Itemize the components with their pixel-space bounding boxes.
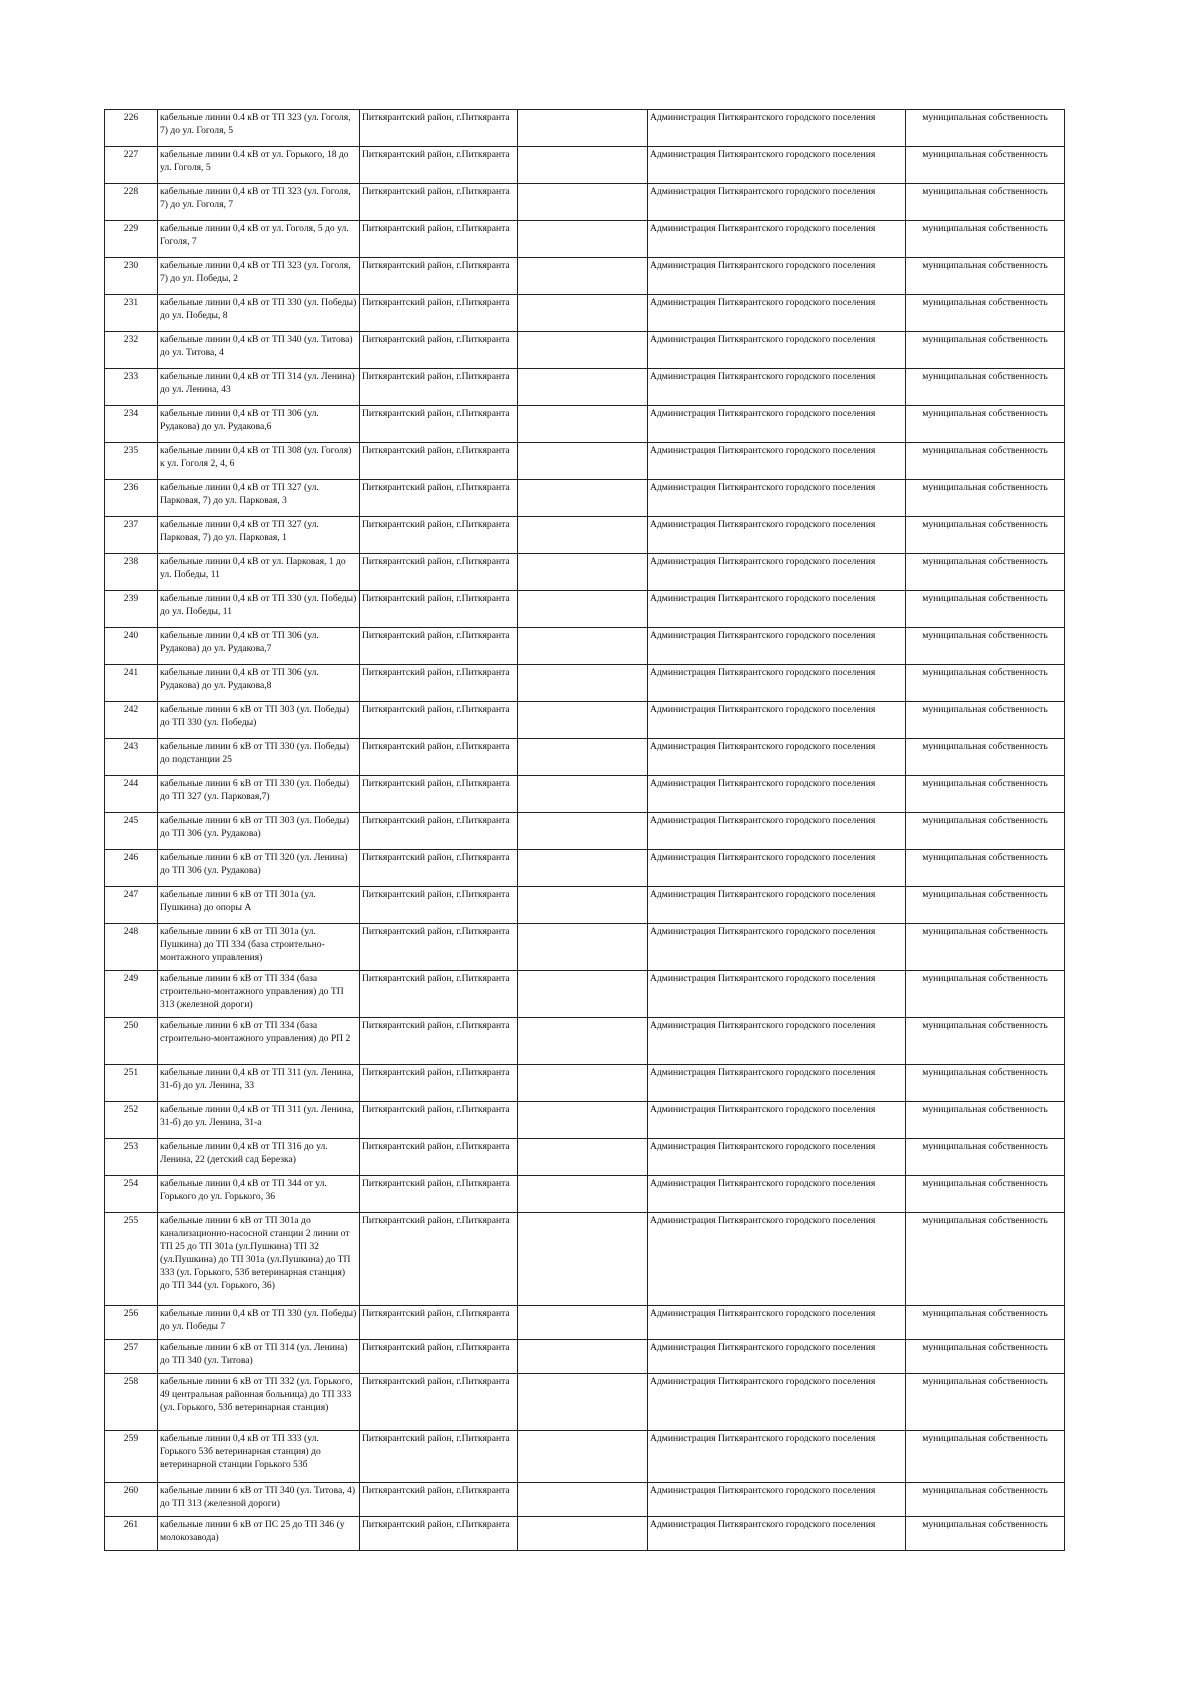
table-row	[105, 1139, 1065, 1176]
ownership-type-cell: муниципальная собственность	[906, 295, 1065, 332]
row-number-cell: 257	[105, 1340, 158, 1374]
ownership-type-cell: муниципальная собственность	[906, 1065, 1065, 1102]
row-number-cell: 247	[105, 887, 158, 924]
characteristics-cell	[518, 110, 648, 147]
object-description-cell: кабельные линии 0,4 кВ от ТП 308 (ул. Гоголя) к ул. Гоголя 2, 4, 6	[158, 443, 360, 480]
characteristics-cell	[518, 924, 648, 971]
table-row	[105, 971, 1065, 1018]
ownership-type-cell: муниципальная собственность	[906, 184, 1065, 221]
ownership-type-cell: муниципальная собственность	[906, 850, 1065, 887]
object-address-cell: Питкярантский район, г.Питкяранта	[360, 221, 518, 258]
ownership-type-cell: муниципальная собственность	[906, 221, 1065, 258]
table-row	[105, 443, 1065, 480]
rights-holder-cell: Администрация Питкярантского городского поселения	[648, 1483, 906, 1517]
row-number-cell: 230	[105, 258, 158, 295]
row-number-cell: 244	[105, 776, 158, 813]
rights-holder-cell: Администрация Питкярантского городского поселения	[648, 221, 906, 258]
object-description-cell: кабельные линии 6 кВ от ТП 320 (ул. Ленина) до ТП 306 (ул. Рудакова)	[158, 850, 360, 887]
row-number-cell: 241	[105, 665, 158, 702]
row-number-cell: 229	[105, 221, 158, 258]
row-number-cell: 248	[105, 924, 158, 971]
ownership-type-cell: муниципальная собственность	[906, 887, 1065, 924]
object-address-cell: Питкярантский район, г.Питкяранта	[360, 1517, 518, 1551]
characteristics-cell	[518, 1374, 648, 1431]
object-address-cell: Питкярантский район, г.Питкяранта	[360, 739, 518, 776]
ownership-type-cell: муниципальная собственность	[906, 665, 1065, 702]
row-number-cell: 227	[105, 147, 158, 184]
object-address-cell: Питкярантский район, г.Питкяранта	[360, 110, 518, 147]
characteristics-cell	[518, 258, 648, 295]
object-address-cell: Питкярантский район, г.Питкяранта	[360, 517, 518, 554]
object-description-cell: кабельные линии 0,4 кВ от ТП 306 (ул. Рудакова) до ул. Рудакова,6	[158, 406, 360, 443]
characteristics-cell	[518, 295, 648, 332]
object-address-cell: Питкярантский район, г.Питкяранта	[360, 147, 518, 184]
object-description-cell: кабельные линии 0,4 кВ от ТП 306 (ул. Рудакова) до ул. Рудакова,7	[158, 628, 360, 665]
table-row	[105, 850, 1065, 887]
rights-holder-cell: Администрация Питкярантского городского поселения	[648, 702, 906, 739]
object-description-cell: кабельные линии 6 кВ от ПС 25 до ТП 346 (у молокозавода)	[158, 1517, 360, 1551]
object-description-cell: кабельные линии 0.4 кВ от ТП 323 (ул. Гоголя, 7) до ул. Гоголя, 5	[158, 110, 360, 147]
object-address-cell: Питкярантский район, г.Питкяранта	[360, 887, 518, 924]
object-address-cell: Питкярантский район, г.Питкяранта	[360, 1340, 518, 1374]
characteristics-cell	[518, 591, 648, 628]
characteristics-cell	[518, 517, 648, 554]
characteristics-cell	[518, 1483, 648, 1517]
object-description-cell: кабельные линии 6 кВ от ТП 301а (ул. Пушкина) до ТП 334 (база строительно-монтажного управления)	[158, 924, 360, 971]
table-row	[105, 1065, 1065, 1102]
rights-holder-cell: Администрация Питкярантского городского поселения	[648, 887, 906, 924]
rights-holder-cell: Администрация Питкярантского городского поселения	[648, 184, 906, 221]
table-row	[105, 665, 1065, 702]
ownership-type-cell: муниципальная собственность	[906, 776, 1065, 813]
row-number-cell: 228	[105, 184, 158, 221]
ownership-type-cell: муниципальная собственность	[906, 1213, 1065, 1306]
row-number-cell: 232	[105, 332, 158, 369]
ownership-type-cell: муниципальная собственность	[906, 1176, 1065, 1213]
characteristics-cell	[518, 1431, 648, 1483]
object-address-cell: Питкярантский район, г.Питкяранта	[360, 406, 518, 443]
object-description-cell: кабельные линии 0,4 кВ от ТП 330 (ул. Победы) до ул. Победы 7	[158, 1306, 360, 1340]
object-address-cell: Питкярантский район, г.Питкяранта	[360, 1065, 518, 1102]
ownership-type-cell: муниципальная собственность	[906, 554, 1065, 591]
registry-table-body	[105, 110, 1065, 1551]
characteristics-cell	[518, 628, 648, 665]
table-row	[105, 1374, 1065, 1431]
ownership-type-cell: муниципальная собственность	[906, 1431, 1065, 1483]
rights-holder-cell: Администрация Питкярантского городского поселения	[648, 591, 906, 628]
characteristics-cell	[518, 184, 648, 221]
rights-holder-cell: Администрация Питкярантского городского поселения	[648, 406, 906, 443]
characteristics-cell	[518, 971, 648, 1018]
table-row	[105, 295, 1065, 332]
object-address-cell: Питкярантский район, г.Питкяранта	[360, 1483, 518, 1517]
rights-holder-cell: Администрация Питкярантского городского поселения	[648, 628, 906, 665]
rights-holder-cell: Администрация Питкярантского городского поселения	[648, 971, 906, 1018]
rights-holder-cell: Администрация Питкярантского городского поселения	[648, 1340, 906, 1374]
object-description-cell: кабельные линии 0,4 кВ от ТП 316 до ул. Ленина, 22 (детский сад Березка)	[158, 1139, 360, 1176]
object-description-cell: кабельные линии 0,4 кВ от ТП 344 от ул. Горького до ул. Горького, 36	[158, 1176, 360, 1213]
ownership-type-cell: муниципальная собственность	[906, 1102, 1065, 1139]
object-description-cell: кабельные линии 0,4 кВ от ТП 323 (ул. Гоголя, 7) до ул. Гоголя, 7	[158, 184, 360, 221]
table-row	[105, 258, 1065, 295]
row-number-cell: 237	[105, 517, 158, 554]
rights-holder-cell: Администрация Питкярантского городского поселения	[648, 517, 906, 554]
object-description-cell: кабельные линии 0,4 кВ от ул. Парковая, 1 до ул. Победы, 11	[158, 554, 360, 591]
object-description-cell: кабельные линии 0,4 кВ от ул. Гоголя, 5 до ул. Гоголя, 7	[158, 221, 360, 258]
characteristics-cell	[518, 406, 648, 443]
table-row	[105, 1517, 1065, 1551]
characteristics-cell	[518, 1340, 648, 1374]
object-address-cell: Питкярантский район, г.Питкяранта	[360, 554, 518, 591]
object-description-cell: кабельные линии 6 кВ от ТП 334 (база строительно-монтажного управления) до РП 2	[158, 1018, 360, 1065]
row-number-cell: 249	[105, 971, 158, 1018]
characteristics-cell	[518, 1018, 648, 1065]
row-number-cell: 259	[105, 1431, 158, 1483]
characteristics-cell	[518, 1139, 648, 1176]
rights-holder-cell: Администрация Питкярантского городского поселения	[648, 665, 906, 702]
object-address-cell: Питкярантский район, г.Питкяранта	[360, 971, 518, 1018]
ownership-type-cell: муниципальная собственность	[906, 702, 1065, 739]
characteristics-cell	[518, 332, 648, 369]
characteristics-cell	[518, 813, 648, 850]
object-description-cell: кабельные линии 6 кВ от ТП 301а (ул. Пушкина) до опоры А	[158, 887, 360, 924]
table-row	[105, 924, 1065, 971]
object-address-cell: Питкярантский район, г.Питкяранта	[360, 1176, 518, 1213]
object-description-cell: кабельные линии 0,4 кВ от ТП 327 (ул. Парковая, 7) до ул. Парковая, 1	[158, 517, 360, 554]
row-number-cell: 250	[105, 1018, 158, 1065]
object-address-cell: Питкярантский район, г.Питкяранта	[360, 443, 518, 480]
rights-holder-cell: Администрация Питкярантского городского поселения	[648, 850, 906, 887]
characteristics-cell	[518, 1517, 648, 1551]
object-address-cell: Питкярантский район, г.Питкяранта	[360, 1102, 518, 1139]
ownership-type-cell: муниципальная собственность	[906, 1517, 1065, 1551]
characteristics-cell	[518, 1065, 648, 1102]
table-row	[105, 332, 1065, 369]
object-description-cell: кабельные линии 6 кВ от ТП 303 (ул. Победы) до ТП 330 (ул. Победы)	[158, 702, 360, 739]
row-number-cell: 236	[105, 480, 158, 517]
table-row	[105, 554, 1065, 591]
ownership-type-cell: муниципальная собственность	[906, 1374, 1065, 1431]
object-address-cell: Питкярантский район, г.Питкяранта	[360, 1213, 518, 1306]
rights-holder-cell: Администрация Питкярантского городского поселения	[648, 1306, 906, 1340]
ownership-type-cell: муниципальная собственность	[906, 332, 1065, 369]
row-number-cell: 240	[105, 628, 158, 665]
row-number-cell: 242	[105, 702, 158, 739]
table-row	[105, 406, 1065, 443]
object-description-cell: кабельные линии 6 кВ от ТП 340 (ул. Титова, 4) до ТП 313 (железной дороги)	[158, 1483, 360, 1517]
ownership-type-cell: муниципальная собственность	[906, 480, 1065, 517]
rights-holder-cell: Администрация Питкярантского городского поселения	[648, 776, 906, 813]
row-number-cell: 256	[105, 1306, 158, 1340]
row-number-cell: 245	[105, 813, 158, 850]
object-address-cell: Питкярантский район, г.Питкяранта	[360, 1431, 518, 1483]
ownership-type-cell: муниципальная собственность	[906, 406, 1065, 443]
object-description-cell: кабельные линии 0,4 кВ от ТП 327 (ул. Парковая, 7) до ул. Парковая, 3	[158, 480, 360, 517]
ownership-type-cell: муниципальная собственность	[906, 1340, 1065, 1374]
rights-holder-cell: Администрация Питкярантского городского поселения	[648, 110, 906, 147]
table-row	[105, 147, 1065, 184]
characteristics-cell	[518, 1176, 648, 1213]
row-number-cell: 253	[105, 1139, 158, 1176]
object-address-cell: Питкярантский район, г.Питкяранта	[360, 332, 518, 369]
object-address-cell: Питкярантский район, г.Питкяранта	[360, 591, 518, 628]
ownership-type-cell: муниципальная собственность	[906, 1018, 1065, 1065]
object-description-cell: кабельные линии 6 кВ от ТП 330 (ул. Победы) до ТП 327 (ул. Парковая,7)	[158, 776, 360, 813]
object-description-cell: кабельные линии 0,4 кВ от ТП 314 (ул. Ленина) до ул. Ленина, 43	[158, 369, 360, 406]
characteristics-cell	[518, 147, 648, 184]
ownership-type-cell: муниципальная собственность	[906, 628, 1065, 665]
characteristics-cell	[518, 221, 648, 258]
object-description-cell: кабельные линии 0,4 кВ от ТП 333 (ул. Горького 53б ветеринарная станция) до ветеринарной станции Горького 53б	[158, 1431, 360, 1483]
characteristics-cell	[518, 850, 648, 887]
ownership-type-cell: муниципальная собственность	[906, 1483, 1065, 1517]
table-row	[105, 702, 1065, 739]
object-address-cell: Питкярантский район, г.Питкяранта	[360, 813, 518, 850]
rights-holder-cell: Администрация Питкярантского городского поселения	[648, 924, 906, 971]
ownership-type-cell: муниципальная собственность	[906, 369, 1065, 406]
rights-holder-cell: Администрация Питкярантского городского поселения	[648, 480, 906, 517]
table-row	[105, 776, 1065, 813]
ownership-type-cell: муниципальная собственность	[906, 110, 1065, 147]
rights-holder-cell: Администрация Питкярантского городского поселения	[648, 1176, 906, 1213]
row-number-cell: 226	[105, 110, 158, 147]
ownership-type-cell: муниципальная собственность	[906, 813, 1065, 850]
row-number-cell: 251	[105, 1065, 158, 1102]
row-number-cell: 231	[105, 295, 158, 332]
rights-holder-cell: Администрация Питкярантского городского поселения	[648, 554, 906, 591]
row-number-cell: 246	[105, 850, 158, 887]
characteristics-cell	[518, 554, 648, 591]
row-number-cell: 234	[105, 406, 158, 443]
ownership-type-cell: муниципальная собственность	[906, 739, 1065, 776]
row-number-cell: 235	[105, 443, 158, 480]
rights-holder-cell: Администрация Питкярантского городского поселения	[648, 1018, 906, 1065]
object-address-cell: Питкярантский район, г.Питкяранта	[360, 480, 518, 517]
row-number-cell: 252	[105, 1102, 158, 1139]
row-number-cell: 258	[105, 1374, 158, 1431]
object-description-cell: кабельные линии 6 кВ от ТП 314 (ул. Ленина) до ТП 340 (ул. Титова)	[158, 1340, 360, 1374]
table-row	[105, 739, 1065, 776]
object-description-cell: кабельные линии 6 кВ от ТП 330 (ул. Победы) до подстанции 25	[158, 739, 360, 776]
object-address-cell: Питкярантский район, г.Питкяранта	[360, 1139, 518, 1176]
table-row	[105, 480, 1065, 517]
table-row	[105, 813, 1065, 850]
object-description-cell: кабельные линии 0,4 кВ от ТП 330 (ул. Победы) до ул. Победы, 8	[158, 295, 360, 332]
table-row	[105, 184, 1065, 221]
object-description-cell: кабельные линии 6 кВ от ТП 334 (база строительно-монтажного управления) до ТП 313 (железной дороги)	[158, 971, 360, 1018]
ownership-type-cell: муниципальная собственность	[906, 971, 1065, 1018]
object-address-cell: Питкярантский район, г.Питкяранта	[360, 184, 518, 221]
table-row	[105, 591, 1065, 628]
row-number-cell: 255	[105, 1213, 158, 1306]
characteristics-cell	[518, 887, 648, 924]
table-row	[105, 369, 1065, 406]
ownership-type-cell: муниципальная собственность	[906, 1139, 1065, 1176]
ownership-type-cell: муниципальная собственность	[906, 443, 1065, 480]
object-description-cell: кабельные линии 0,4 кВ от ТП 323 (ул. Гоголя, 7) до ул. Победы, 2	[158, 258, 360, 295]
table-row	[105, 1340, 1065, 1374]
rights-holder-cell: Администрация Питкярантского городского поселения	[648, 443, 906, 480]
object-address-cell: Питкярантский район, г.Питкяранта	[360, 665, 518, 702]
row-number-cell: 261	[105, 1517, 158, 1551]
row-number-cell: 243	[105, 739, 158, 776]
object-address-cell: Питкярантский район, г.Питкяранта	[360, 702, 518, 739]
object-description-cell: кабельные линии 0.4 кВ от ул. Горького, 18 до ул. Гоголя, 5	[158, 147, 360, 184]
object-description-cell: кабельные линии 6 кВ от ТП 332 (ул. Горького, 49 центральная районная больница) до ТП 333 (ул. Горького, 53б ветеринарная станция)	[158, 1374, 360, 1431]
table-row	[105, 110, 1065, 147]
rights-holder-cell: Администрация Питкярантского городского поселения	[648, 1431, 906, 1483]
table-row	[105, 517, 1065, 554]
object-description-cell: кабельные линии 0,4 кВ от ТП 311 (ул. Ленина, 31-б) до ул. Ленина, 31-а	[158, 1102, 360, 1139]
characteristics-cell	[518, 1213, 648, 1306]
object-address-cell: Питкярантский район, г.Питкяранта	[360, 369, 518, 406]
rights-holder-cell: Администрация Питкярантского городского поселения	[648, 1065, 906, 1102]
object-description-cell: кабельные линии 6 кВ от ТП 301а до канализационно-насосной станции 2 линии от ТП 25 до ТП 301а (ул.Пушкина) ТП 32 (ул.Пушкина) до ТП 301а (ул.Пушкина) до ТП 333 (ул. Горького, 53б ветеринарная станция) до ТП 344 (ул. Горького, 36)	[158, 1213, 360, 1306]
table-row	[105, 1431, 1065, 1483]
rights-holder-cell: Администрация Питкярантского городского поселения	[648, 1102, 906, 1139]
ownership-type-cell: муниципальная собственность	[906, 517, 1065, 554]
rights-holder-cell: Администрация Питкярантского городского поселения	[648, 369, 906, 406]
object-description-cell: кабельные линии 0,4 кВ от ТП 306 (ул. Рудакова) до ул. Рудакова,8	[158, 665, 360, 702]
object-description-cell: кабельные линии 0,4 кВ от ТП 340 (ул. Титова) до ул. Титова, 4	[158, 332, 360, 369]
table-row	[105, 1306, 1065, 1340]
rights-holder-cell: Администрация Питкярантского городского поселения	[648, 332, 906, 369]
table-row	[105, 1018, 1065, 1065]
characteristics-cell	[518, 739, 648, 776]
table-row	[105, 1213, 1065, 1306]
rights-holder-cell: Администрация Питкярантского городского поселения	[648, 147, 906, 184]
row-number-cell: 239	[105, 591, 158, 628]
table-row	[105, 1483, 1065, 1517]
characteristics-cell	[518, 480, 648, 517]
row-number-cell: 260	[105, 1483, 158, 1517]
characteristics-cell	[518, 665, 648, 702]
characteristics-cell	[518, 1102, 648, 1139]
ownership-type-cell: муниципальная собственность	[906, 924, 1065, 971]
object-address-cell: Питкярантский район, г.Питкяранта	[360, 1374, 518, 1431]
rights-holder-cell: Администрация Питкярантского городского поселения	[648, 1213, 906, 1306]
object-address-cell: Питкярантский район, г.Питкяранта	[360, 776, 518, 813]
property-registry-table	[104, 109, 1065, 1551]
object-address-cell: Питкярантский район, г.Питкяранта	[360, 628, 518, 665]
ownership-type-cell: муниципальная собственность	[906, 591, 1065, 628]
object-address-cell: Питкярантский район, г.Питкяранта	[360, 924, 518, 971]
characteristics-cell	[518, 1306, 648, 1340]
ownership-type-cell: муниципальная собственность	[906, 147, 1065, 184]
object-address-cell: Питкярантский район, г.Питкяранта	[360, 295, 518, 332]
row-number-cell: 238	[105, 554, 158, 591]
object-address-cell: Питкярантский район, г.Питкяранта	[360, 1306, 518, 1340]
characteristics-cell	[518, 776, 648, 813]
characteristics-cell	[518, 702, 648, 739]
rights-holder-cell: Администрация Питкярантского городского поселения	[648, 1139, 906, 1176]
table-row	[105, 221, 1065, 258]
table-row	[105, 628, 1065, 665]
object-description-cell: кабельные линии 0,4 кВ от ТП 330 (ул. Победы) до ул. Победы, 11	[158, 591, 360, 628]
ownership-type-cell: муниципальная собственность	[906, 1306, 1065, 1340]
table-row	[105, 1176, 1065, 1213]
object-description-cell: кабельные линии 0,4 кВ от ТП 311 (ул. Ленина, 31-б) до ул. Ленина, 33	[158, 1065, 360, 1102]
rights-holder-cell: Администрация Питкярантского городского поселения	[648, 739, 906, 776]
table-row	[105, 887, 1065, 924]
object-address-cell: Питкярантский район, г.Питкяранта	[360, 850, 518, 887]
rights-holder-cell: Администрация Питкярантского городского поселения	[648, 813, 906, 850]
object-address-cell: Питкярантский район, г.Питкяранта	[360, 1018, 518, 1065]
rights-holder-cell: Администрация Питкярантского городского поселения	[648, 295, 906, 332]
characteristics-cell	[518, 369, 648, 406]
row-number-cell: 233	[105, 369, 158, 406]
rights-holder-cell: Администрация Питкярантского городского поселения	[648, 258, 906, 295]
ownership-type-cell: муниципальная собственность	[906, 258, 1065, 295]
rights-holder-cell: Администрация Питкярантского городского поселения	[648, 1374, 906, 1431]
table-row	[105, 1102, 1065, 1139]
characteristics-cell	[518, 443, 648, 480]
rights-holder-cell: Администрация Питкярантского городского поселения	[648, 1517, 906, 1551]
object-address-cell: Питкярантский район, г.Питкяранта	[360, 258, 518, 295]
object-description-cell: кабельные линии 6 кВ от ТП 303 (ул. Победы) до ТП 306 (ул. Рудакова)	[158, 813, 360, 850]
row-number-cell: 254	[105, 1176, 158, 1213]
